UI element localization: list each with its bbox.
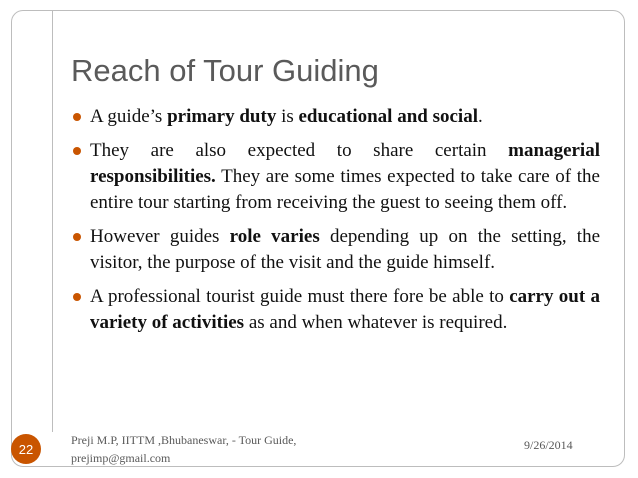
bullet-dot-icon [73,233,81,241]
bullet-text: is [276,106,299,127]
bullet-text-bold: role varies [229,226,320,247]
bullet-text-bold: primary duty [167,106,277,127]
slide-number-badge: 22 [11,434,41,464]
bullet-item [90,284,600,336]
bullet-text: A guide’s [90,106,168,127]
bullet-dot-icon [73,293,81,301]
bullet-text-bold: managerial responsibilities. [90,140,600,187]
bullet-dot-icon [73,113,81,121]
bullet-list [90,104,600,344]
bullet-text: They are some times expected to take care of the entire tour starting from receiving the guest to seeing them off. [90,166,600,213]
footer-author-line: Preji M.P, IITTM ,Bhubaneswar, - Tour Guide, [71,433,297,447]
bullet-item [90,104,600,130]
bullet-text: depending up on the setting, the visitor, the purpose of the visit and the guide himself. [90,226,600,273]
bullet-dot-icon [73,147,81,155]
bullet-item [90,138,600,216]
bullet-text-bold: carry out a variety of activities [90,286,600,333]
bullet-text: . [477,106,483,127]
bullet-text: However guides [90,226,230,247]
vertical-divider [52,11,53,432]
bullet-text: They are also expected to share certain [90,140,509,161]
footer-email: prejimp@gmail.com [71,451,171,465]
bullet-text-bold: educational and social [298,106,478,127]
bullet-text: as and when whatever is required. [244,312,508,333]
slide-title: Reach of Tour Guiding [71,53,379,88]
bullet-text: A professional tourist guide must there fore be able to [90,286,510,307]
footer-date: 9/26/2014 [524,438,573,452]
bullet-item [90,224,600,276]
footer-author [71,431,296,467]
